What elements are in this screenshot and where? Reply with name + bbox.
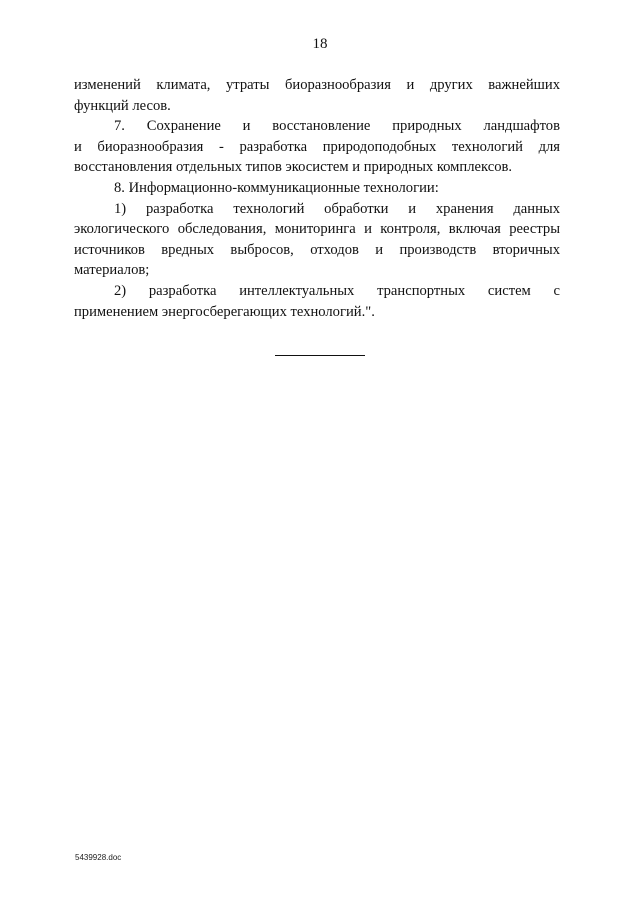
- document-body: [74, 75, 560, 322]
- list-item-1-line: 1) разработка технологий обработки и хранения данных: [114, 200, 560, 217]
- text-line: функций лесов.: [74, 97, 171, 114]
- text-line: материалов;: [74, 262, 150, 279]
- text-line: восстановления отдельных типов экосистем и природных комплексов.: [74, 159, 513, 176]
- section-7-heading-line: 7. Сохранение и восстановление природных ландшафтов: [114, 118, 560, 135]
- text-line: и биоразнообразия - разработка природоподобных технологий для: [74, 138, 560, 155]
- text-line: изменений климата, утраты биоразнообразия и других важнейших: [74, 77, 560, 93]
- document-file-id: 5439928.doc: [75, 853, 122, 862]
- section-8-heading-line: 8. Информационно-коммуникационные технологии:: [114, 179, 439, 196]
- list-item-2-line: 2) разработка интеллектуальных транспортных систем с: [114, 282, 560, 299]
- text-line: применением энергосберегающих технологий.".: [74, 303, 375, 320]
- end-divider: [275, 355, 365, 356]
- page-number: 18: [312, 36, 328, 52]
- text-line: источников вредных выбросов, отходов и производств вторичных: [74, 241, 560, 258]
- text-line: экологического обследования, мониторинга и контроля, включая реестры: [74, 221, 560, 238]
